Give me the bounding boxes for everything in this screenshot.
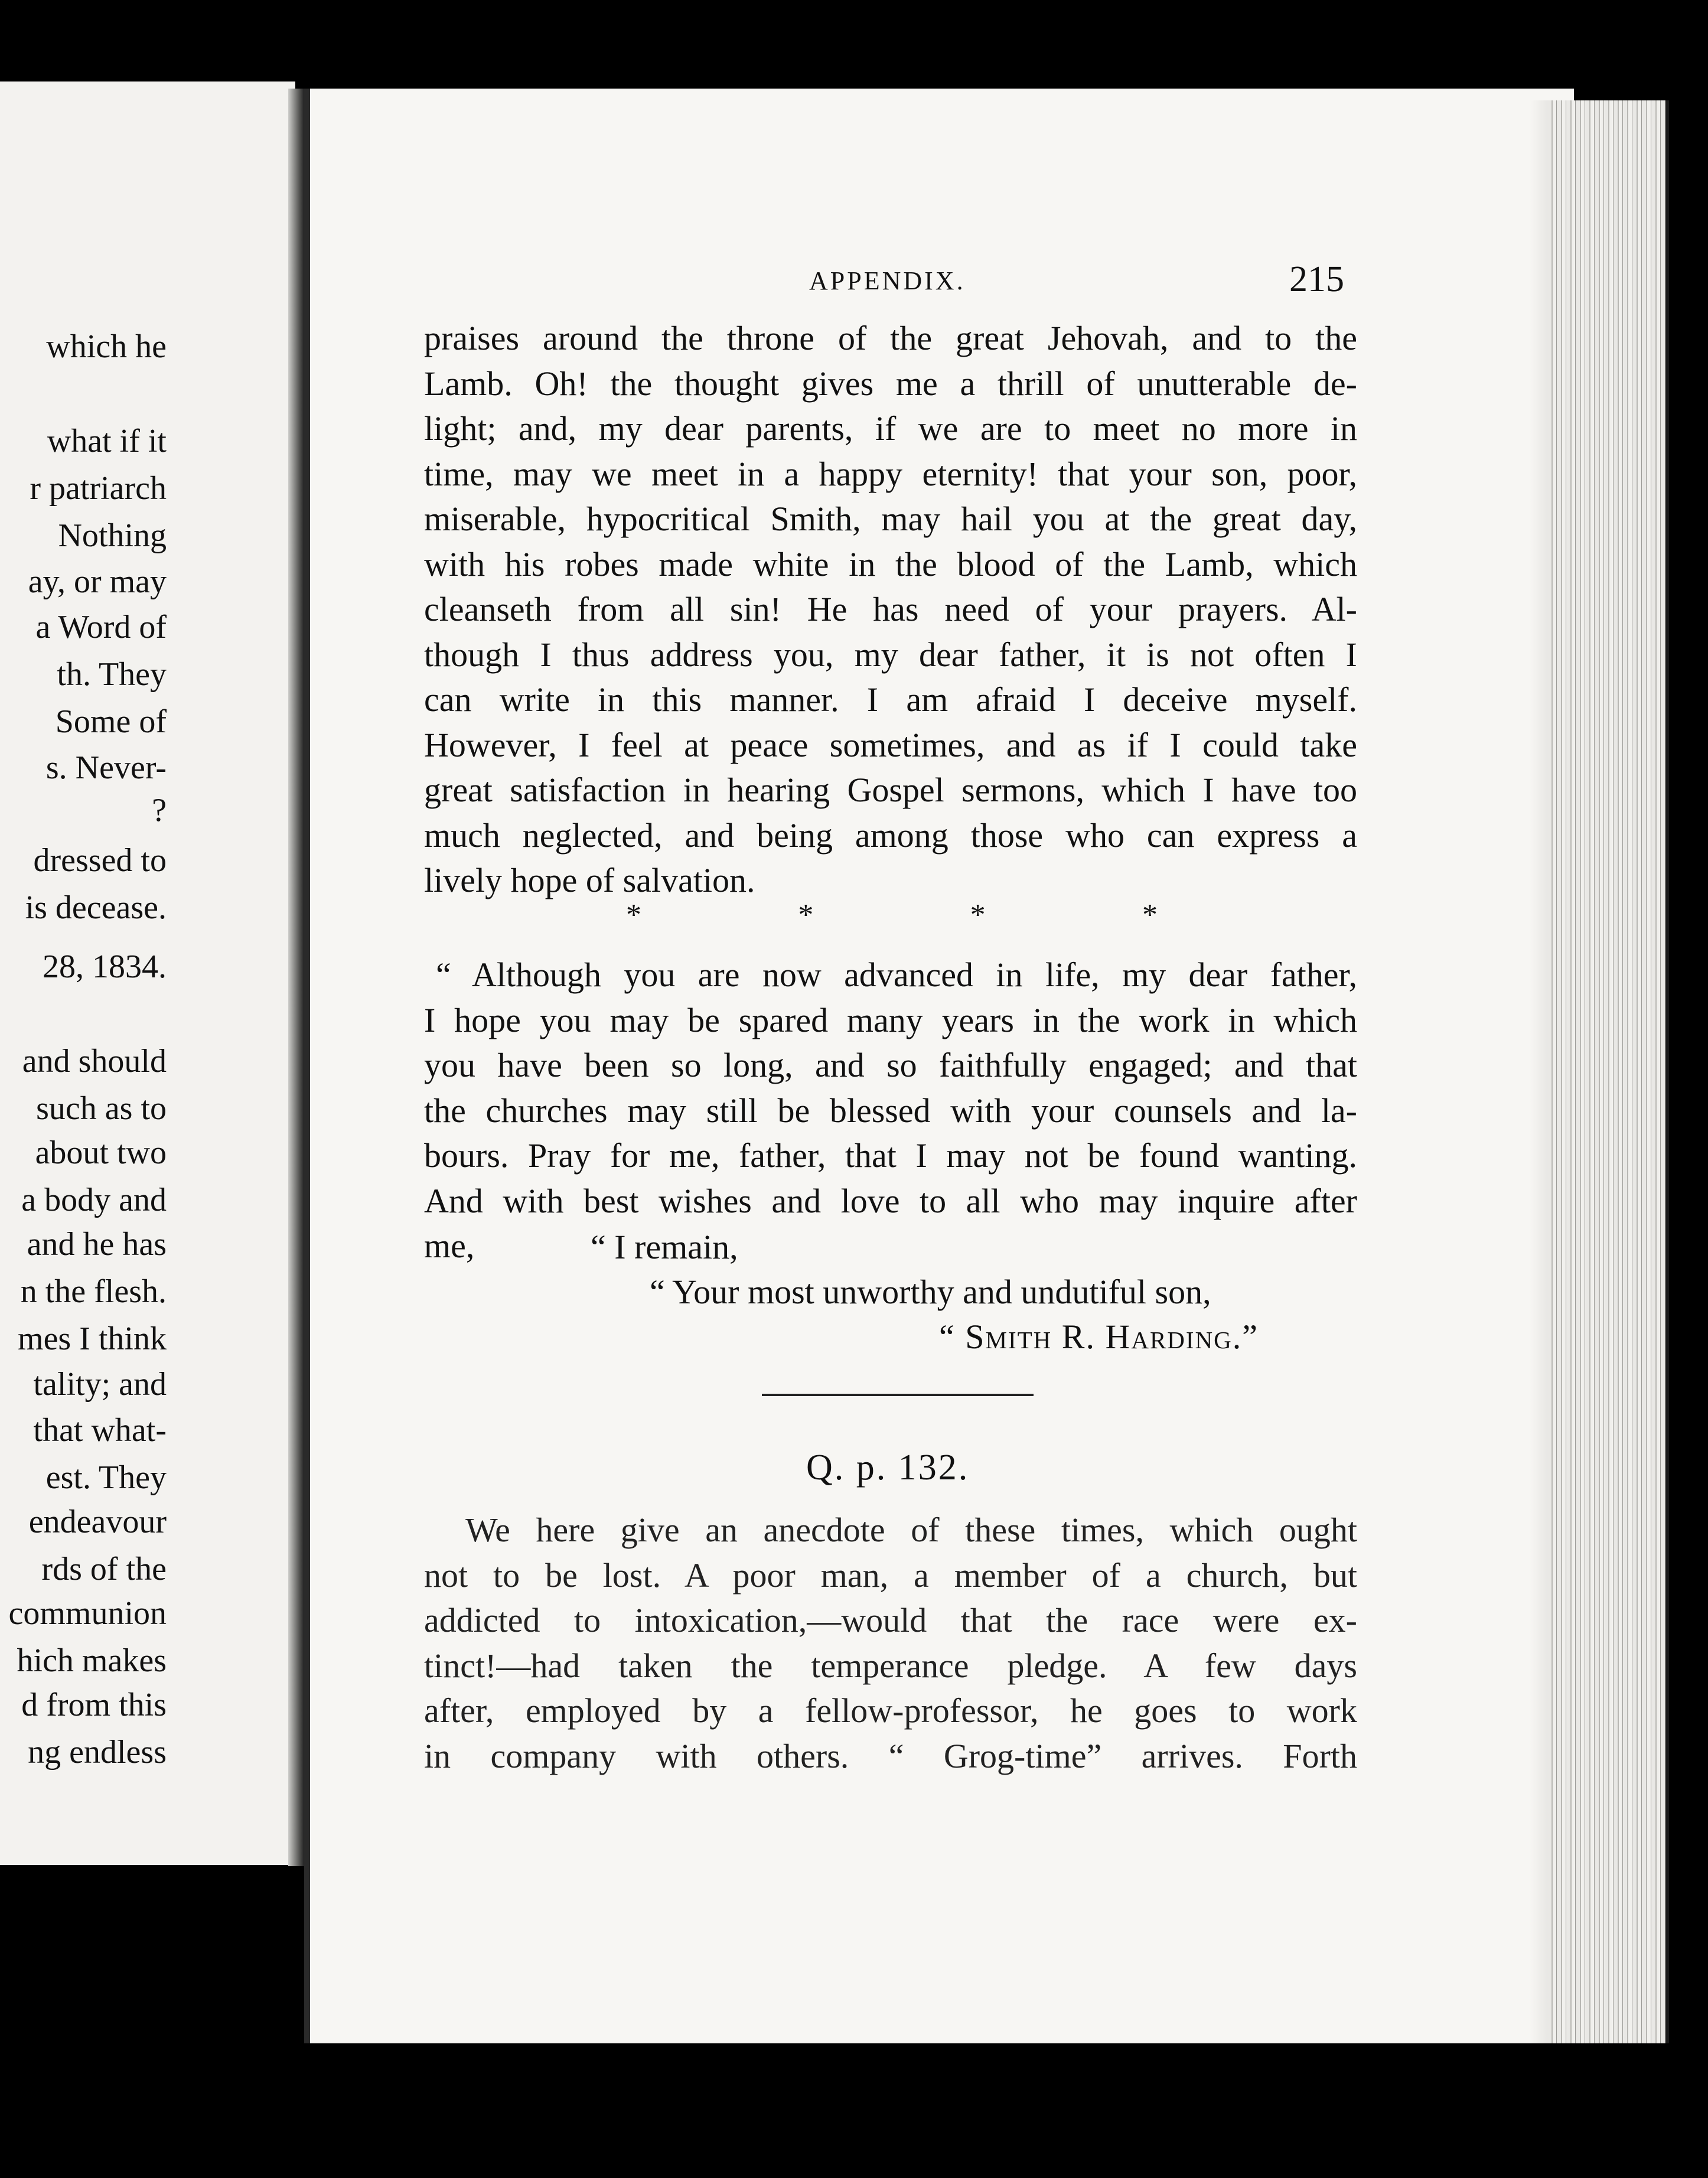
asterisk: * bbox=[970, 898, 986, 932]
text-line: tinct!—had taken the temperance pledge. A few days bbox=[424, 1646, 1357, 1685]
left-page-line: 28, 1834. bbox=[43, 948, 167, 985]
left-page-text bbox=[0, 81, 295, 1865]
left-facing-page bbox=[0, 81, 295, 1865]
text-line: not to be lost. A poor man, a member of a church, but bbox=[424, 1556, 1357, 1595]
left-page-line: ay, or may bbox=[28, 563, 167, 600]
signature: “ Smith R. Harding.” bbox=[939, 1318, 1259, 1356]
left-page-line: a Word of bbox=[35, 609, 167, 645]
text-line: I hope you may be spared many years in the work in which bbox=[424, 1000, 1357, 1039]
left-page-line: a body and bbox=[21, 1182, 167, 1218]
section-heading: Q. p. 132. bbox=[806, 1447, 970, 1488]
text-line: And with best wishes and love to all who may inquire after bbox=[424, 1181, 1357, 1220]
closing-me: me, bbox=[424, 1227, 475, 1265]
closing-line bbox=[424, 1224, 1357, 1269]
left-page-line: tality; and bbox=[33, 1366, 167, 1403]
text-line: Lamb. Oh! the thought gives me a thrill of unutterable de- bbox=[424, 364, 1357, 403]
text-line: praises around the throne of the great Jehovah, and to the bbox=[424, 319, 1357, 357]
left-page-line: endeavour bbox=[28, 1504, 167, 1540]
running-head: APPENDIX. bbox=[809, 266, 966, 295]
asterisk: * bbox=[626, 898, 641, 932]
closing-remain: “ I remain, bbox=[591, 1228, 738, 1266]
asterisk: * bbox=[798, 898, 814, 932]
left-page-line: th. They bbox=[57, 656, 167, 693]
left-page-line: what if it bbox=[47, 423, 167, 459]
text-line: addicted to intoxication,—would that the race were ex- bbox=[424, 1601, 1357, 1639]
anecdote-paragraph bbox=[424, 1508, 1357, 1779]
text-line: though I thus address you, my dear father, it is not often I bbox=[424, 635, 1357, 674]
left-page-line: ? bbox=[152, 792, 167, 829]
text-line: “ Although you are now advanced in life, my dear father, bbox=[436, 956, 1357, 994]
text-line: light; and, my dear parents, if we are to meet no more in bbox=[424, 409, 1357, 448]
text-line: However, I feel at peace sometimes, and as if I could take bbox=[424, 725, 1357, 764]
left-page-line: est. They bbox=[45, 1459, 167, 1496]
page-number: 215 bbox=[1289, 259, 1344, 299]
left-page-line: and he has bbox=[27, 1226, 167, 1263]
left-page-line: is decease. bbox=[25, 889, 167, 926]
left-page-line: Some of bbox=[55, 703, 167, 740]
left-page-line: mes I think bbox=[18, 1321, 167, 1357]
text-line: We here give an anecdote of these times, which ought bbox=[465, 1511, 1357, 1549]
book-gutter bbox=[288, 89, 306, 1866]
left-page-line: ng endless bbox=[28, 1734, 167, 1771]
left-page-line: d from this bbox=[21, 1687, 167, 1723]
closing-son: “ Your most unworthy and undutiful son, bbox=[650, 1273, 1211, 1311]
text-line: lively hope of salvation. bbox=[424, 861, 755, 899]
left-page-line: rds of the bbox=[41, 1551, 167, 1587]
left-page-line: and should bbox=[22, 1043, 167, 1080]
text-line: cleanseth from all sin! He has need of your prayers. Al- bbox=[424, 590, 1357, 628]
text-line: miserable, hypocritical Smith, may hail you at the great day, bbox=[424, 500, 1357, 538]
text-line: great satisfaction in hearing Gospel sermons, which I have too bbox=[424, 771, 1357, 809]
text-line: time, may we meet in a happy eternity! that your son, poor, bbox=[424, 454, 1357, 493]
text-line: can write in this manner. I am afraid I deceive myself. bbox=[424, 680, 1357, 719]
left-page-line: hich makes bbox=[17, 1642, 167, 1679]
asterism bbox=[626, 898, 1158, 933]
text-line: in company with others. “ Grog-time” arrives. Forth bbox=[424, 1736, 1357, 1775]
left-page-line: such as to bbox=[36, 1090, 167, 1127]
letter-paragraph-1 bbox=[424, 316, 1357, 904]
page-edges bbox=[1547, 100, 1669, 2043]
text-line: you have been so long, and so faithfully engaged; and that bbox=[424, 1046, 1357, 1084]
left-page-line: r patriarch bbox=[30, 470, 167, 507]
text-line: bours. Pray for me, father, that I may not be found wanting. bbox=[424, 1136, 1357, 1175]
left-page-line: about two bbox=[35, 1134, 167, 1171]
asterisk: * bbox=[1142, 898, 1158, 932]
text-line: the churches may still be blessed with your counsels and la- bbox=[424, 1091, 1357, 1130]
text-line: much neglected, and being among those who can express a bbox=[424, 816, 1357, 855]
left-page-line: n the flesh. bbox=[20, 1273, 167, 1310]
left-page-line: which he bbox=[46, 328, 167, 365]
text-line: with his robes made white in the blood of the Lamb, which bbox=[424, 544, 1357, 583]
section-divider bbox=[762, 1394, 1034, 1396]
left-page-line: Nothing bbox=[58, 517, 167, 554]
text-line: after, employed by a fellow-professor, he goes to work bbox=[424, 1691, 1357, 1730]
left-page-line: s. Never- bbox=[45, 749, 167, 786]
left-page-line: that what- bbox=[33, 1412, 167, 1449]
letter-paragraph-2 bbox=[424, 953, 1357, 1269]
left-page-line: communion bbox=[8, 1595, 167, 1632]
left-page-line: dressed to bbox=[33, 842, 167, 879]
